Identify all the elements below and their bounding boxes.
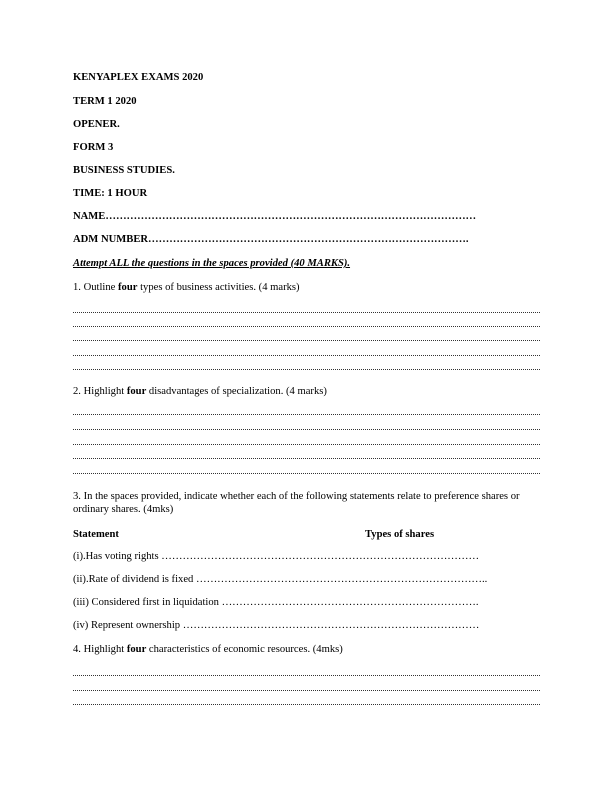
- adm-number-field[interactable]: ADM NUMBER……………………………………………………………………………….: [73, 234, 469, 245]
- instructions: Attempt ALL the questions in the spaces provided (40 MARKS).: [73, 258, 351, 269]
- answer-line[interactable]: [73, 355, 540, 356]
- answer-line[interactable]: [73, 414, 540, 415]
- exam-term: TERM 1 2020: [73, 96, 137, 107]
- question-1: 1. Outline four types of business activities. (4 marks): [73, 282, 300, 293]
- answer-line[interactable]: [73, 473, 540, 474]
- answer-line[interactable]: [73, 429, 540, 430]
- answer-line[interactable]: [73, 312, 540, 313]
- question-2: 2. Highlight four disadvantages of specialization. (4 marks): [73, 386, 327, 397]
- exam-form: FORM 3: [73, 142, 114, 153]
- statement-row[interactable]: (ii).Rate of dividend is fixed ………………………………………………………………………..: [73, 574, 488, 585]
- question-3: 3. In the spaces provided, indicate whether each of the following statements relate to preference shares or ordinary shares. (4mks): [73, 491, 520, 515]
- statement-row[interactable]: (iv) Represent ownership …………………………………………………………………………: [73, 620, 480, 631]
- question-4: 4. Highlight four characteristics of economic resources. (4mks): [73, 644, 343, 655]
- exam-time: TIME: 1 HOUR: [73, 188, 148, 199]
- name-field[interactable]: NAME……………………………………………………………………………………………: [73, 211, 477, 222]
- answer-line[interactable]: [73, 458, 540, 459]
- column-header-types-of-shares: Types of shares: [365, 529, 435, 540]
- answer-line[interactable]: [73, 369, 540, 370]
- answer-line[interactable]: [73, 690, 540, 691]
- answer-line[interactable]: [73, 340, 540, 341]
- column-header-statement: Statement: [73, 529, 119, 540]
- answer-line[interactable]: [73, 675, 540, 676]
- answer-line[interactable]: [73, 444, 540, 445]
- exam-subject: BUSINESS STUDIES.: [73, 165, 175, 176]
- statement-row[interactable]: (iii) Considered first in liquidation ……………………………………………………………….: [73, 597, 479, 608]
- exam-title: KENYAPLEX EXAMS 2020: [73, 72, 204, 83]
- exam-type: OPENER.: [73, 119, 120, 130]
- statement-row[interactable]: (i).Has voting rights ………………………………………………………………………………: [73, 551, 480, 562]
- answer-line[interactable]: [73, 326, 540, 327]
- answer-line[interactable]: [73, 704, 540, 705]
